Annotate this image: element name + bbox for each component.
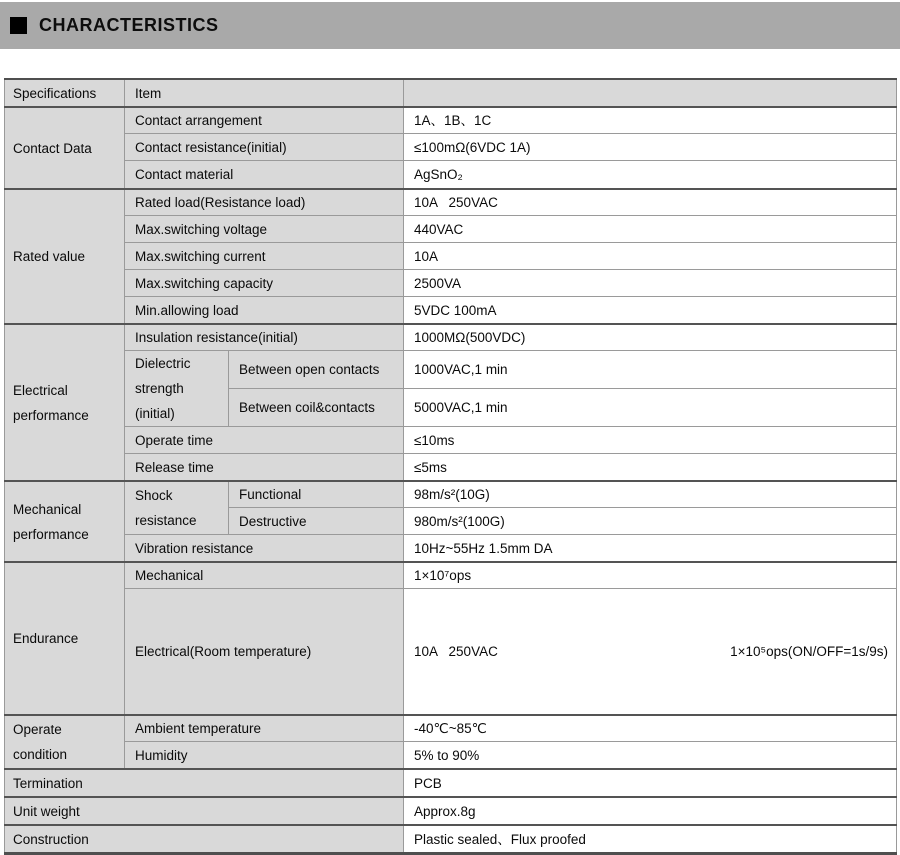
value-max-switching-current: 10A (404, 243, 897, 270)
row-endurance-electrical (5, 589, 897, 716)
item-max-switching-voltage: Max.switching voltage (125, 216, 404, 243)
subitem-between-coil-contacts: Between coil&contacts (229, 389, 404, 427)
black-square-icon (10, 17, 27, 34)
subitem-functional: Functional (229, 481, 404, 508)
spec-label-unit-weight: Unit weight (5, 797, 404, 825)
value-max-switching-capacity: 2500VA (404, 270, 897, 297)
value-shock-functional: 98m/s²(10G) (404, 481, 897, 508)
row-min-allowing-load (5, 297, 897, 325)
spec-label-construction: Construction (5, 825, 404, 854)
item-dielectric-strength: Dielectric strength (initial) (125, 351, 229, 427)
row-operate-time (5, 427, 897, 454)
value-termination: PCB (404, 769, 897, 797)
row-construction (5, 825, 897, 854)
value-ambient-temperature: -40℃~85℃ (404, 715, 897, 742)
row-contact-arrangement (5, 107, 897, 134)
item-contact-material: Contact material (125, 161, 404, 190)
value-contact-material: AgSnO₂ (404, 161, 897, 190)
spec-label-endurance: Endurance (5, 562, 125, 715)
spec-label-operate-condition: Operate condition (5, 715, 125, 769)
value-construction: Plastic sealed、Flux proofed (404, 825, 897, 854)
value-shock-destructive: 980m/s²(100G) (404, 508, 897, 535)
item-rated-load: Rated load(Resistance load) (125, 189, 404, 216)
row-release-time (5, 454, 897, 482)
value-max-switching-voltage: 440VAC (404, 216, 897, 243)
row-termination (5, 769, 897, 797)
item-shock-resistance: Shock resistance (125, 481, 229, 535)
item-humidity: Humidity (125, 742, 404, 770)
item-operate-time: Operate time (125, 427, 404, 454)
value-operate-time: ≤10ms (404, 427, 897, 454)
endurance-electrical-values (414, 639, 888, 664)
value-unit-weight: Approx.8g (404, 797, 897, 825)
section-header-bar (0, 2, 900, 49)
item-max-switching-current: Max.switching current (125, 243, 404, 270)
col-header-value (404, 79, 897, 107)
row-max-switching-voltage (5, 216, 897, 243)
item-contact-resistance: Contact resistance(initial) (125, 134, 404, 161)
row-dielectric-open-contacts (5, 351, 897, 389)
spec-label-electrical-performance: Electrical performance (5, 324, 125, 481)
value-contact-resistance: ≤100mΩ(6VDC 1A) (404, 134, 897, 161)
value-between-open-contacts: 1000VAC,1 min (404, 351, 897, 389)
spec-label-rated-value: Rated value (5, 189, 125, 324)
spec-label-termination: Termination (5, 769, 404, 797)
item-insulation-resistance: Insulation resistance(initial) (125, 324, 404, 351)
section-title: CHARACTERISTICS (39, 15, 219, 35)
row-max-switching-capacity (5, 270, 897, 297)
item-ambient-temperature: Ambient temperature (125, 715, 404, 742)
col-header-specifications: Specifications (5, 79, 125, 107)
row-shock-functional (5, 481, 897, 508)
spec-label-contact-data: Contact Data (5, 107, 125, 189)
item-contact-arrangement: Contact arrangement (125, 107, 404, 134)
row-rated-load (5, 189, 897, 216)
row-contact-resistance (5, 134, 897, 161)
item-max-switching-capacity: Max.switching capacity (125, 270, 404, 297)
value-insulation-resistance: 1000MΩ(500VDC) (404, 324, 897, 351)
row-contact-material (5, 161, 897, 190)
spec-label-mechanical-performance: Mechanical performance (5, 481, 125, 562)
value-min-allowing-load: 5VDC 100mA (404, 297, 897, 325)
value-between-coil-contacts: 5000VAC,1 min (404, 389, 897, 427)
value-humidity: 5% to 90% (404, 742, 897, 770)
row-endurance-mechanical (5, 562, 897, 589)
item-min-allowing-load: Min.allowing load (125, 297, 404, 325)
value-endurance-electrical (404, 589, 897, 716)
endurance-electrical-ops-note: 1×10⁵ops(ON/OFF=1s/9s) (730, 644, 889, 659)
item-endurance-electrical: Electrical(Room temperature) (125, 589, 404, 716)
row-ambient-temperature (5, 715, 897, 742)
characteristics-table (4, 78, 897, 855)
item-endurance-mechanical: Mechanical (125, 562, 404, 589)
col-header-item: Item (125, 79, 404, 107)
row-unit-weight (5, 797, 897, 825)
row-max-switching-current (5, 243, 897, 270)
item-release-time: Release time (125, 454, 404, 482)
value-vibration-resistance: 10Hz~55Hz 1.5mm DA (404, 535, 897, 563)
row-insulation-resistance (5, 324, 897, 351)
row-humidity (5, 742, 897, 770)
value-rated-load: 10A 250VAC (404, 189, 897, 216)
value-release-time: ≤5ms (404, 454, 897, 482)
value-contact-arrangement: 1A、1B、1C (404, 107, 897, 134)
table-header-row (5, 79, 897, 107)
subitem-destructive: Destructive (229, 508, 404, 535)
item-vibration-resistance: Vibration resistance (125, 535, 404, 563)
row-vibration-resistance (5, 535, 897, 563)
value-endurance-mechanical: 1×10⁷ops (404, 562, 897, 589)
endurance-electrical-load: 10A 250VAC (414, 644, 498, 659)
subitem-between-open-contacts: Between open contacts (229, 351, 404, 389)
